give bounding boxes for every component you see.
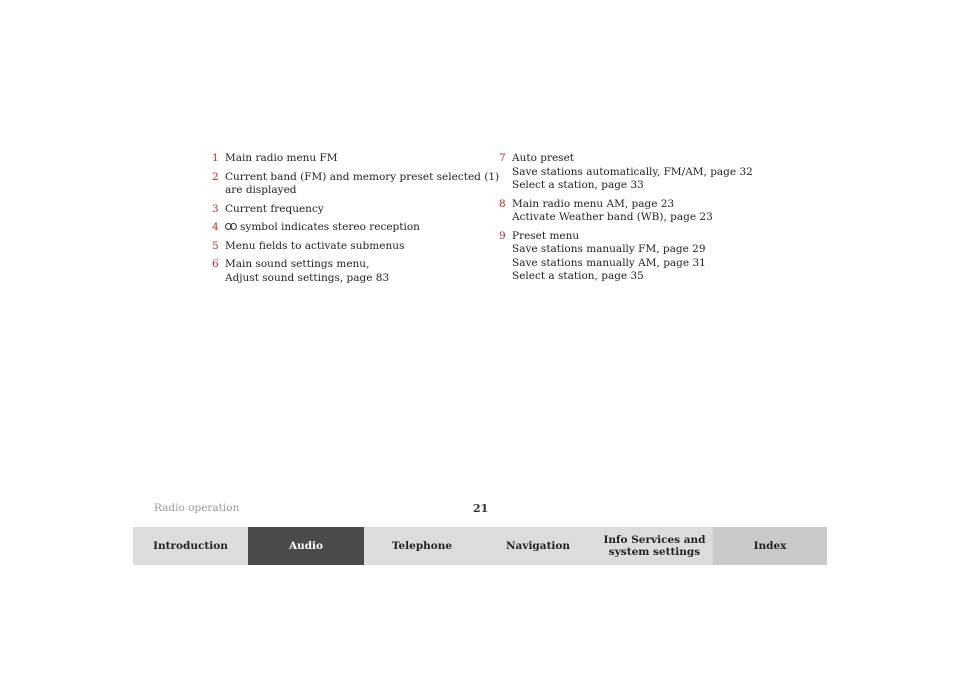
right-legend-column xyxy=(499,152,759,289)
tab-telephone[interactable] xyxy=(364,527,480,565)
legend-item xyxy=(212,170,500,198)
legend-item xyxy=(499,152,759,193)
legend-number: 5 xyxy=(212,239,219,252)
legend-text: Save stations automatically, FM/AM, page 32 xyxy=(512,165,753,178)
legend-text: Main radio menu AM, page 23 xyxy=(512,197,675,210)
legend-text: symbol indicates stereo reception xyxy=(240,221,420,233)
legend-number: 2 xyxy=(212,170,219,183)
legend-text: Save stations manually AM, page 31 xyxy=(512,256,706,269)
legend-number: 7 xyxy=(499,152,506,164)
legend-text: are displayed xyxy=(225,184,297,196)
chapter-tab-bar xyxy=(133,527,827,565)
legend-text: Menu fields to activate submenus xyxy=(225,239,405,252)
legend-text: Activate Weather band (WB), page 23 xyxy=(512,211,713,223)
legend-text: Preset menu xyxy=(512,229,580,242)
legend-item xyxy=(212,221,482,235)
legend-text: Auto preset xyxy=(512,152,575,164)
legend-number: 9 xyxy=(499,229,506,242)
legend-number: 1 xyxy=(212,152,219,164)
legend-text: Main sound settings menu, xyxy=(225,258,370,270)
stereo-icon xyxy=(225,223,237,231)
tab-label: Navigation xyxy=(505,540,571,552)
legend-text: Current band (FM) and memory preset selected (1) xyxy=(225,170,500,183)
legend-text: Main radio menu FM xyxy=(225,152,338,164)
legend-item xyxy=(212,203,482,217)
legend-text: Adjust sound settings, page 83 xyxy=(225,271,390,284)
tab-label: Index xyxy=(753,540,787,552)
legend-number: 8 xyxy=(499,197,506,210)
page-number: 21 xyxy=(473,502,489,515)
tab-audio[interactable] xyxy=(248,527,364,565)
legend-text: Save stations manually FM, page 29 xyxy=(512,243,706,255)
tab-label: Audio xyxy=(288,540,324,552)
tab-info-services[interactable] xyxy=(596,527,713,565)
legend-number: 4 xyxy=(212,221,219,233)
legend-item xyxy=(212,258,482,285)
legend-item xyxy=(499,230,759,284)
left-legend-column xyxy=(212,152,500,290)
legend-text: Current frequency xyxy=(225,202,324,215)
tab-label: Telephone xyxy=(391,540,453,552)
legend-item xyxy=(499,198,759,225)
tab-label: system settings xyxy=(608,546,701,558)
legend-text: Select a station, page 35 xyxy=(512,270,644,282)
legend-number: 6 xyxy=(212,258,219,270)
section-title: Radio operation xyxy=(154,502,240,514)
tab-label: Introduction xyxy=(153,540,228,552)
tab-label: Info Services and xyxy=(603,534,706,546)
legend-item xyxy=(212,152,482,166)
tab-navigation[interactable] xyxy=(480,527,596,565)
legend-number: 3 xyxy=(212,202,219,215)
tab-index[interactable] xyxy=(713,527,827,565)
tab-introduction[interactable] xyxy=(133,527,248,565)
legend-item xyxy=(212,240,482,254)
legend-text: Select a station, page 33 xyxy=(512,179,644,191)
